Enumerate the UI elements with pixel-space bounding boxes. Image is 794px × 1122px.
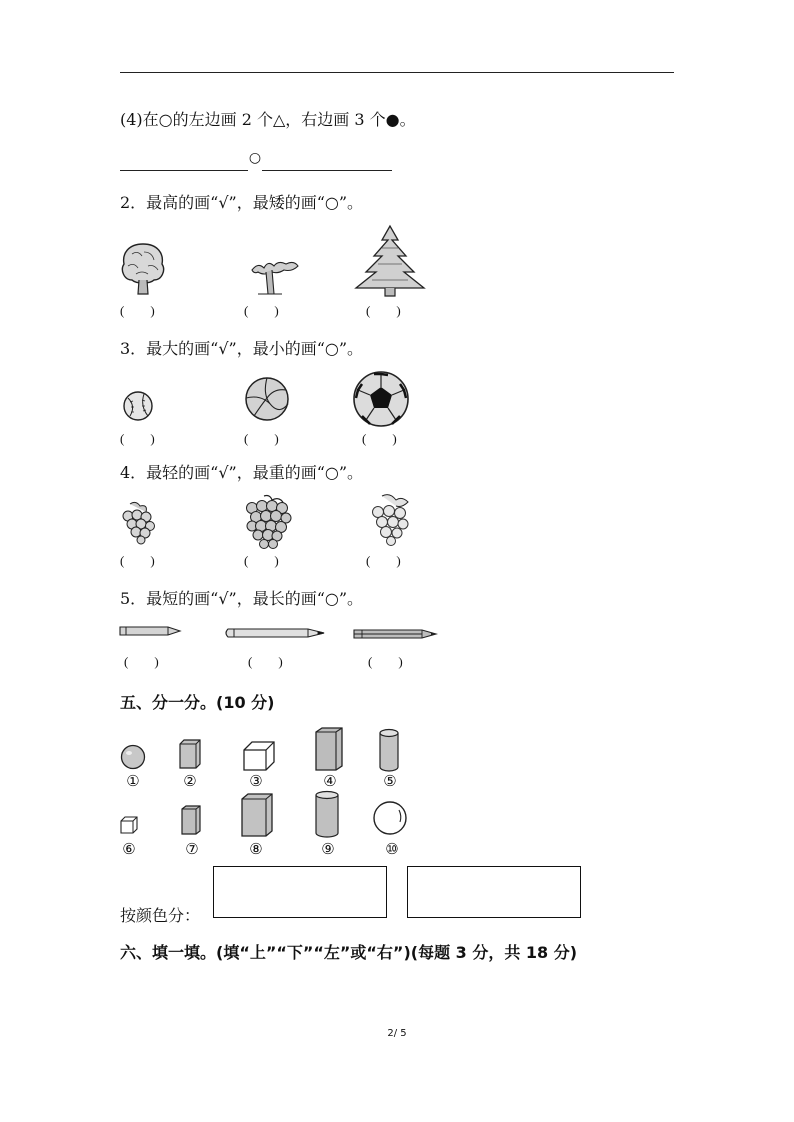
pencil-short-icon <box>118 624 182 638</box>
sort-by-color-label: 按颜色分： <box>120 906 201 925</box>
q5-answer-2[interactable]: ( ) <box>248 654 283 669</box>
cuboid-medium-icon <box>180 804 202 836</box>
shape-label-4: ④ <box>323 772 337 790</box>
q4-prompt: 4．最轻的画“√”，最重的画“○”。 <box>120 463 364 482</box>
grapes-medium-icon <box>368 494 412 546</box>
cube-small-icon <box>120 816 138 834</box>
sphere-white-icon <box>372 800 408 836</box>
shape-label-10: ⑩ <box>385 840 399 858</box>
cylinder-gray-icon <box>378 728 400 772</box>
cuboid-tall-icon <box>240 792 274 838</box>
tree-round-icon <box>118 240 168 296</box>
q3-answer-2[interactable]: ( ) <box>244 431 279 446</box>
shape-label-6: ⑥ <box>122 840 136 858</box>
shape-label-9: ⑨ <box>321 840 335 858</box>
cube-white-icon <box>242 740 276 772</box>
answer-box-1[interactable] <box>213 866 387 918</box>
cuboid-large-icon <box>314 726 344 772</box>
q4-part4-prompt: (4)在○的左边画 2 个△，右边画 3 个●。 <box>120 110 416 129</box>
section6-title: 六、填一填。(填“上”“下”“左”或“右”)(每题 3 分，共 18 分) <box>120 943 578 962</box>
shape-label-8: ⑧ <box>249 840 263 858</box>
section5-title: 五、分一分。(10 分) <box>120 693 275 712</box>
answer-line-right[interactable] <box>262 170 392 171</box>
q4-answer-2[interactable]: ( ) <box>244 553 279 568</box>
cylinder-tall-icon <box>314 790 340 838</box>
baseball-icon <box>122 390 154 422</box>
answer-box-2[interactable] <box>407 866 581 918</box>
q4-answer-1[interactable]: ( ) <box>120 553 155 568</box>
shape-label-5: ⑤ <box>383 772 397 790</box>
tree-pine-icon <box>352 224 428 298</box>
pencil-medium-icon <box>352 627 438 641</box>
cuboid-small-icon <box>178 738 202 770</box>
q3-prompt: 3．最大的画“√”，最小的画“○”。 <box>120 339 364 358</box>
center-circle-mark: ○ <box>248 150 262 166</box>
q2-answer-3[interactable]: ( ) <box>366 303 401 318</box>
header-rule <box>120 72 674 73</box>
sphere-shape-icon <box>120 744 146 770</box>
pencil-long-icon <box>224 625 326 641</box>
shape-label-1: ① <box>126 772 140 790</box>
grapes-large-icon <box>244 494 294 550</box>
q4-answer-3[interactable]: ( ) <box>366 553 401 568</box>
grapes-small-icon <box>118 500 158 544</box>
answer-line-left[interactable] <box>120 170 248 171</box>
shape-label-3: ③ <box>249 772 263 790</box>
q5-answer-1[interactable]: ( ) <box>124 654 159 669</box>
volleyball-icon <box>244 376 290 422</box>
q2-answer-1[interactable]: ( ) <box>120 303 155 318</box>
q3-answer-1[interactable]: ( ) <box>120 431 155 446</box>
shape-label-2: ② <box>183 772 197 790</box>
soccer-ball-icon <box>352 370 410 428</box>
q2-prompt: 2．最高的画“√”，最矮的画“○”。 <box>120 193 364 212</box>
q3-answer-3[interactable]: ( ) <box>362 431 397 446</box>
q2-answer-2[interactable]: ( ) <box>244 303 279 318</box>
page-number: 2/ 5 <box>387 1028 407 1039</box>
tree-small-icon <box>248 258 300 296</box>
q5-answer-3[interactable]: ( ) <box>368 654 403 669</box>
q5-prompt: 5．最短的画“√”，最长的画“○”。 <box>120 589 364 608</box>
shape-label-7: ⑦ <box>185 840 199 858</box>
